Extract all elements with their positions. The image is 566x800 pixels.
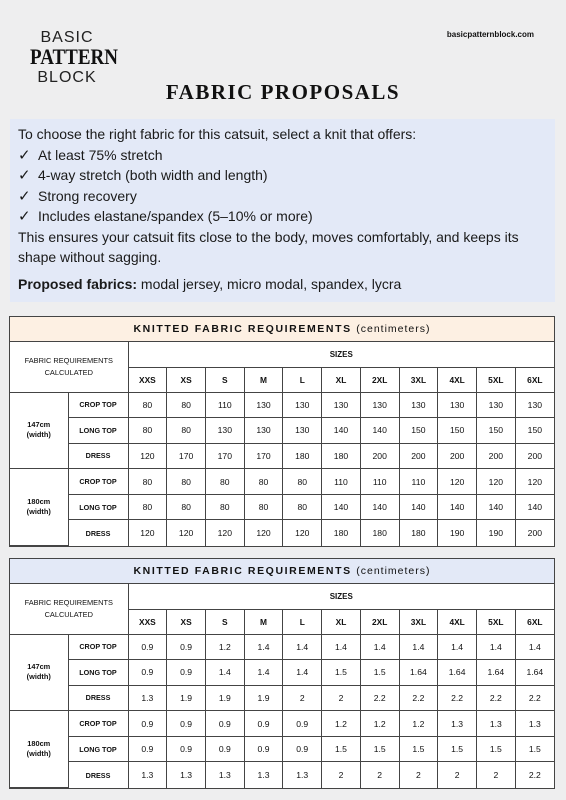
value-cell: 180: [360, 520, 399, 546]
table-row: [10, 634, 554, 660]
table-unit: (centimeters): [356, 565, 431, 577]
table-header-row: [10, 584, 554, 609]
website-link[interactable]: basicpatternblock.com: [446, 30, 534, 39]
value-cell: 1.9: [205, 685, 244, 711]
value-cell: 80: [283, 494, 322, 520]
size-header-cell: M: [244, 367, 283, 392]
garment-label: DRESS: [68, 762, 128, 788]
value-cell: 140: [322, 494, 361, 520]
value-cell: 190: [438, 520, 477, 546]
check-item-text: 4-way stretch (both width and length): [38, 167, 268, 183]
value-cell: 130: [283, 418, 322, 444]
table-row: [10, 443, 554, 469]
value-cell: 120: [515, 469, 554, 495]
check-item-text: Strong recovery: [38, 187, 137, 204]
value-cell: 1.64: [399, 660, 438, 686]
table-row: [10, 685, 554, 711]
value-cell: 80: [167, 494, 206, 520]
value-cell: 130: [360, 392, 399, 418]
value-cell: 80: [244, 469, 283, 495]
value-cell: 170: [244, 443, 283, 469]
value-cell: 0.9: [128, 736, 167, 762]
value-cell: 110: [360, 469, 399, 495]
fabric-width-cell: [10, 711, 68, 788]
value-cell: 180: [322, 520, 361, 546]
size-header-cell: L: [283, 367, 322, 392]
value-cell: 200: [515, 520, 554, 546]
value-cell: 1.3: [167, 762, 206, 788]
value-cell: 120: [476, 469, 515, 495]
value-cell: 1.4: [244, 660, 283, 686]
value-cell: 1.5: [515, 736, 554, 762]
value-cell: 1.64: [476, 660, 515, 686]
fabric-width-note: (width): [26, 749, 51, 759]
value-cell: 130: [476, 392, 515, 418]
value-cell: 0.9: [283, 711, 322, 737]
value-cell: 80: [205, 469, 244, 495]
fabric-width-cell: [10, 392, 68, 469]
value-cell: 1.4: [322, 634, 361, 660]
value-cell: 2: [322, 762, 361, 788]
size-header-cell: 4XL: [438, 609, 477, 634]
value-cell: 120: [283, 520, 322, 546]
value-cell: 1.4: [283, 634, 322, 660]
value-cell: 2: [438, 762, 477, 788]
checkmark-icon: ✓: [18, 207, 31, 225]
value-cell: 140: [322, 418, 361, 444]
table-title: [10, 559, 554, 584]
size-header-cell: 3XL: [399, 367, 438, 392]
garment-label: CROP TOP: [68, 469, 128, 495]
check-item-text: Includes elastane/spandex (5–10% or more): [38, 208, 313, 224]
value-cell: 120: [244, 520, 283, 546]
garment-label: CROP TOP: [68, 634, 128, 660]
value-cell: 190: [476, 520, 515, 546]
intro-lead: To choose the right fabric for this catsuit, select a knit that offers:: [18, 126, 417, 142]
value-cell: 110: [399, 469, 438, 495]
size-header-cell: S: [205, 609, 244, 634]
garment-label: LONG TOP: [68, 494, 128, 520]
value-cell: 110: [322, 469, 361, 495]
value-cell: 1.3: [128, 685, 167, 711]
size-header-cell: L: [283, 609, 322, 634]
value-cell: 150: [438, 418, 477, 444]
value-cell: 1.2: [360, 711, 399, 737]
fabric-width-note: (width): [26, 430, 51, 440]
value-cell: 130: [322, 392, 361, 418]
sizes-header: SIZES: [128, 584, 554, 609]
table-header-row: [10, 342, 554, 367]
value-cell: 80: [128, 469, 167, 495]
value-cell: 2.2: [399, 685, 438, 711]
size-header-cell: XS: [167, 367, 206, 392]
value-cell: 130: [399, 392, 438, 418]
size-header-cell: 6XL: [515, 367, 554, 392]
size-header-cell: 4XL: [438, 367, 477, 392]
value-cell: 120: [128, 443, 167, 469]
fabric-width-note: (width): [26, 672, 51, 682]
value-cell: 0.9: [244, 711, 283, 737]
value-cell: 140: [399, 494, 438, 520]
intro-panel: [10, 119, 555, 302]
value-cell: 2: [399, 762, 438, 788]
value-cell: 0.9: [244, 736, 283, 762]
value-cell: 0.9: [167, 736, 206, 762]
value-cell: 2.2: [515, 762, 554, 788]
calc-label: FABRIC REQUIREMENTS CALCULATED: [24, 597, 113, 619]
value-cell: 140: [515, 494, 554, 520]
value-cell: 80: [128, 392, 167, 418]
value-cell: 130: [244, 418, 283, 444]
value-cell: 200: [476, 443, 515, 469]
fabric-width: 180cm: [27, 739, 51, 749]
value-cell: 1.3: [128, 762, 167, 788]
check-item: [18, 165, 547, 186]
value-cell: 180: [399, 520, 438, 546]
fabric-width: 180cm: [27, 497, 51, 507]
table-row: [10, 660, 554, 686]
proposed-fabrics-label: Proposed fabrics:: [18, 275, 138, 292]
value-cell: 1.3: [205, 762, 244, 788]
value-cell: 2: [322, 685, 361, 711]
value-cell: 1.3: [283, 762, 322, 788]
value-cell: 0.9: [205, 736, 244, 762]
intro-summary: This ensures your catsuit fits close to the body, moves comfortably, and keeps its shape without sagging.: [18, 228, 519, 265]
value-cell: 1.5: [476, 736, 515, 762]
requirements-table: [10, 342, 554, 546]
checkmark-icon: ✓: [18, 145, 31, 164]
check-item: [18, 186, 547, 207]
size-header-cell: XL: [322, 367, 361, 392]
value-cell: 130: [438, 392, 477, 418]
fabric-table-2: [9, 558, 555, 789]
page-title: FABRIC PROPOSALS: [165, 80, 401, 104]
garment-label: LONG TOP: [68, 418, 128, 444]
value-cell: 200: [438, 443, 477, 469]
size-header-cell: XS: [167, 609, 206, 634]
value-cell: 200: [515, 443, 554, 469]
value-cell: 150: [476, 418, 515, 444]
value-cell: 140: [360, 494, 399, 520]
size-header-cell: 6XL: [515, 609, 554, 634]
value-cell: 80: [244, 494, 283, 520]
value-cell: 180: [283, 443, 322, 469]
value-cell: 1.4: [399, 634, 438, 660]
value-cell: 120: [128, 520, 167, 546]
value-cell: 1.5: [438, 736, 477, 762]
size-header-cell: S: [205, 367, 244, 392]
size-header-cell: XXS: [128, 367, 167, 392]
value-cell: 170: [167, 443, 206, 469]
value-cell: 170: [205, 443, 244, 469]
value-cell: 140: [476, 494, 515, 520]
value-cell: 80: [167, 469, 206, 495]
fabric-width-note: (width): [26, 507, 51, 517]
value-cell: 1.9: [244, 685, 283, 711]
value-cell: 1.4: [515, 634, 554, 660]
value-cell: 130: [283, 392, 322, 418]
value-cell: 180: [322, 443, 361, 469]
size-header-cell: 5XL: [476, 609, 515, 634]
value-cell: 1.2: [399, 711, 438, 737]
value-cell: 1.3: [515, 711, 554, 737]
value-cell: 1.5: [322, 660, 361, 686]
garment-label: CROP TOP: [68, 711, 128, 737]
checkmark-icon: ✓: [18, 186, 31, 205]
sizes-header: SIZES: [128, 342, 554, 367]
table-row: [10, 762, 554, 788]
table-title-text: KNITTED FABRIC REQUIREMENTS: [133, 565, 352, 577]
table-row: [10, 520, 554, 546]
fabric-width-cell: [10, 469, 68, 546]
logo-line-pattern: PATTERN: [30, 45, 118, 70]
value-cell: 0.9: [167, 711, 206, 737]
garment-label: DRESS: [68, 520, 128, 546]
value-cell: 1.64: [515, 660, 554, 686]
table-title: [10, 317, 554, 342]
logo-line-block: BLOCK: [37, 69, 97, 86]
value-cell: 130: [244, 392, 283, 418]
garment-label: LONG TOP: [68, 736, 128, 762]
size-header-cell: 3XL: [399, 609, 438, 634]
value-cell: 150: [515, 418, 554, 444]
garment-label: DRESS: [68, 443, 128, 469]
value-cell: 0.9: [128, 711, 167, 737]
size-header-cell: 2XL: [360, 609, 399, 634]
size-header-cell: 5XL: [476, 367, 515, 392]
garment-label: DRESS: [68, 685, 128, 711]
check-item-text: At least 75% stretch: [38, 146, 163, 163]
value-cell: 80: [205, 494, 244, 520]
value-cell: 0.9: [167, 660, 206, 686]
value-cell: 130: [205, 418, 244, 444]
check-item: [18, 206, 547, 227]
value-cell: 140: [360, 418, 399, 444]
logo-line-basic: BASIC: [40, 29, 94, 46]
value-cell: 1.4: [244, 634, 283, 660]
value-cell: 2: [283, 685, 322, 711]
value-cell: 0.9: [167, 634, 206, 660]
garment-label: LONG TOP: [68, 660, 128, 686]
value-cell: 0.9: [205, 711, 244, 737]
value-cell: 80: [128, 418, 167, 444]
value-cell: 1.2: [205, 634, 244, 660]
value-cell: 1.64: [438, 660, 477, 686]
table-unit: (centimeters): [356, 323, 431, 335]
logo: [30, 29, 118, 86]
value-cell: 2.2: [438, 685, 477, 711]
size-header-cell: XXS: [128, 609, 167, 634]
fabric-width: 147cm: [27, 662, 51, 672]
value-cell: 130: [515, 392, 554, 418]
table-row: [10, 392, 554, 418]
value-cell: 1.3: [438, 711, 477, 737]
size-header-cell: M: [244, 609, 283, 634]
value-cell: 120: [438, 469, 477, 495]
calc-label-cell: [10, 342, 128, 392]
requirements-table: [10, 584, 554, 788]
value-cell: 200: [360, 443, 399, 469]
value-cell: 0.9: [283, 736, 322, 762]
value-cell: 1.2: [322, 711, 361, 737]
fabric-table-1: [9, 316, 555, 547]
calc-label: FABRIC REQUIREMENTS CALCULATED: [24, 355, 113, 377]
value-cell: 2.2: [515, 685, 554, 711]
value-cell: 2.2: [476, 685, 515, 711]
value-cell: 1.5: [360, 736, 399, 762]
table-row: [10, 494, 554, 520]
value-cell: 1.3: [244, 762, 283, 788]
fabric-width-cell: [10, 634, 68, 711]
value-cell: 1.4: [205, 660, 244, 686]
value-cell: 150: [399, 418, 438, 444]
value-cell: 120: [167, 520, 206, 546]
value-cell: 2.2: [360, 685, 399, 711]
value-cell: 1.4: [283, 660, 322, 686]
value-cell: 2: [476, 762, 515, 788]
proposed-fabrics: [18, 274, 547, 295]
table-row: [10, 736, 554, 762]
checkmark-icon: ✓: [18, 166, 31, 184]
value-cell: 120: [205, 520, 244, 546]
table-title-text: KNITTED FABRIC REQUIREMENTS: [133, 323, 352, 335]
garment-label: CROP TOP: [68, 392, 128, 418]
value-cell: 140: [438, 494, 477, 520]
value-cell: 1.3: [476, 711, 515, 737]
calc-label-cell: [10, 584, 128, 634]
value-cell: 80: [128, 494, 167, 520]
value-cell: 1.5: [360, 660, 399, 686]
proposed-fabrics-value: modal jersey, micro modal, spandex, lycra: [137, 275, 402, 292]
value-cell: 2: [360, 762, 399, 788]
value-cell: 1.5: [399, 736, 438, 762]
table-row: [10, 469, 554, 495]
size-header-cell: 2XL: [360, 367, 399, 392]
value-cell: 110: [205, 392, 244, 418]
check-item: [18, 145, 547, 166]
value-cell: 0.9: [128, 634, 167, 660]
table-row: [10, 711, 554, 737]
value-cell: 200: [399, 443, 438, 469]
value-cell: 1.4: [438, 634, 477, 660]
table-row: [10, 418, 554, 444]
value-cell: 1.4: [360, 634, 399, 660]
value-cell: 80: [167, 418, 206, 444]
value-cell: 0.9: [128, 660, 167, 686]
value-cell: 1.5: [322, 736, 361, 762]
value-cell: 1.4: [476, 634, 515, 660]
value-cell: 80: [283, 469, 322, 495]
fabric-width: 147cm: [27, 420, 51, 430]
value-cell: 80: [167, 392, 206, 418]
size-header-cell: XL: [322, 609, 361, 634]
value-cell: 1.9: [167, 685, 206, 711]
